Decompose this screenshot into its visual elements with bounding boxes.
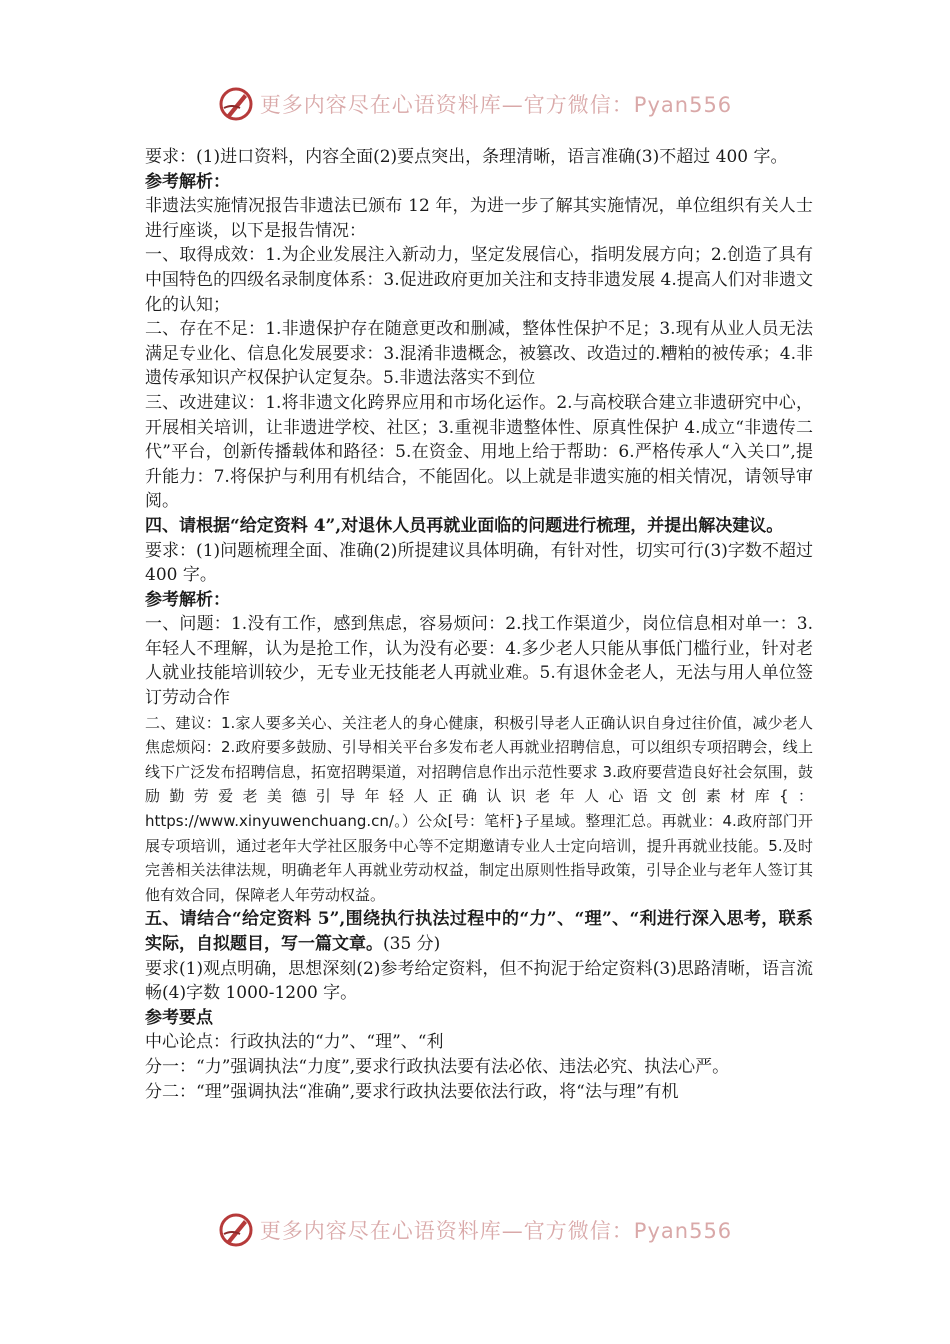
section-heading: 参考解析： bbox=[145, 171, 230, 192]
footer-watermark-banner bbox=[0, 1210, 950, 1250]
paragraph: 一、问题：1.没有工作，感到焦虑，容易烦问：2.找工作渠道少，岗位信息相对单一：3.年轻人不理解，认为是抢工作，认为没有必要：4.多少老人只能从事低门槛行业，针对老人就业技能培训较少，无专业无技能老人再就业难。5.有退休金老人，无法与用人单位签订劳动合作 bbox=[145, 614, 813, 709]
paragraph: 要求：(1)进口资料，内容全面(2)要点突出，条理清晰，语言准确(3)不超过 400 字。 bbox=[145, 147, 788, 167]
pen-logo-icon bbox=[218, 86, 254, 122]
paragraph: 中心论点：行政执法的“力”、“理”、“利 bbox=[145, 1032, 444, 1053]
paragraph: 二、存在不足：1.非遗保护存在随意更改和删减，整体性保护不足；3.现有从业人员无法满足专业化、信息化发展要求：3.混淆非遗概念，被篡改、改造过的.糟粕的被传承；4.非遗传承知识产权保护认定复杂。5.非遗法落实不到位 bbox=[145, 319, 813, 389]
question-heading-text: 五、请结合“给定资料 5”,围绕执行执法过程中的“力”、“理”、“利进行深入思考，联系实际，自拟题目，写一篇文章。 bbox=[145, 909, 813, 954]
paragraph: 分一：“力”强调执法“力度”,要求行政执法要有法必依、违法必究、执法心严。 bbox=[145, 1056, 730, 1077]
header-watermark-banner bbox=[0, 84, 950, 124]
paragraph: 二、建议：1.家人要多关心、关注老人的身心健康，积极引导老人正确认识自身过往价值，减少老人焦虑烦闷：2.政府要多鼓励、引导相关平台多发布老人再就业招聘信息，可以组织专项招聘会，线上线下广泛发布招聘信息，拓宽招聘渠道，对招聘信息作出示范性要求 3.政府要营造良好社会氛围，鼓励勤劳爱老美德引导年轻人正确认识老年人心语文创素材库{：https://www.xinyuwenchuang.cn/。）公众[号：笔杆}子星域。整理汇总。再就业：4.政府部门开展专项培训，通过老年大学社区服务中心等不定期邀请专业人士定向培训，提升再就业技能。5.及时完善相关法律法规，明确老年人再就业劳动权益，制定出原则性指导政策，引导企业与老年人签订其他有效合同，保障老人年劳动权益。 bbox=[145, 713, 813, 904]
section-heading: 参考解析： bbox=[145, 589, 230, 610]
paragraph: 要求(1)观点明确，思想深刻(2)参考给定资料，但不拘泥于给定资料(3)思路清晰，语言流畅(4)字数 1000-1200 字。 bbox=[145, 958, 813, 1004]
question-score: (35 分) bbox=[383, 934, 441, 954]
paragraph: 分二：“理”强调执法“准确”,要求行政执法要依法行政，将“法与理”有机 bbox=[145, 1081, 679, 1102]
header-watermark-text: 更多内容尽在心语资料库—官方微信：Pyan556 bbox=[259, 93, 733, 117]
paragraph: 一、取得成效：1.为企业发展注入新动力，坚定发展信心，指明发展方向；2.创造了具有中国特色的四级名录制度体系：3.促进政府更加关注和支持非遗发展 4.提高人们对非遗文化的认知； bbox=[145, 245, 813, 315]
document-body bbox=[145, 145, 813, 1104]
paragraph: 三、改进建议：1.将非遗文化跨界应用和市场化运作。2.与高校联合建立非遗研究中心，开展相关培训，让非遗进学校、社区；3.重视非遗整体性、原真性保护 4.成立“非遗传二代”平台，创新传播载体和路径：5.在资金、用地上给于帮助：6.严格传承人“入关口”,提升能力：7.将保护与利用有机结合，不能固化。以上就是非遗实施的相关情况，请领导审阅。 bbox=[145, 392, 813, 512]
footer-watermark-text: 更多内容尽在心语资料库—官方微信：Pyan556 bbox=[259, 1219, 733, 1243]
question-heading bbox=[145, 907, 813, 956]
paragraph: 要求：(1)问题梳理全面、准确(2)所提建议具体明确，有针对性，切实可行(3)字数不超过 400 字。 bbox=[145, 540, 813, 586]
section-heading: 参考要点 bbox=[145, 1007, 213, 1028]
question-heading: 四、请根据“给定资料 4”,对退休人员再就业面临的问题进行梳理，并提出解决建议。 bbox=[145, 515, 784, 536]
paragraph: 非遗法实施情况报告非遗法已颁布 12 年，为进一步了解其实施情况，单位组织有关人士进行座谈，以下是报告情况： bbox=[145, 196, 813, 241]
pen-logo-icon bbox=[218, 1212, 254, 1248]
